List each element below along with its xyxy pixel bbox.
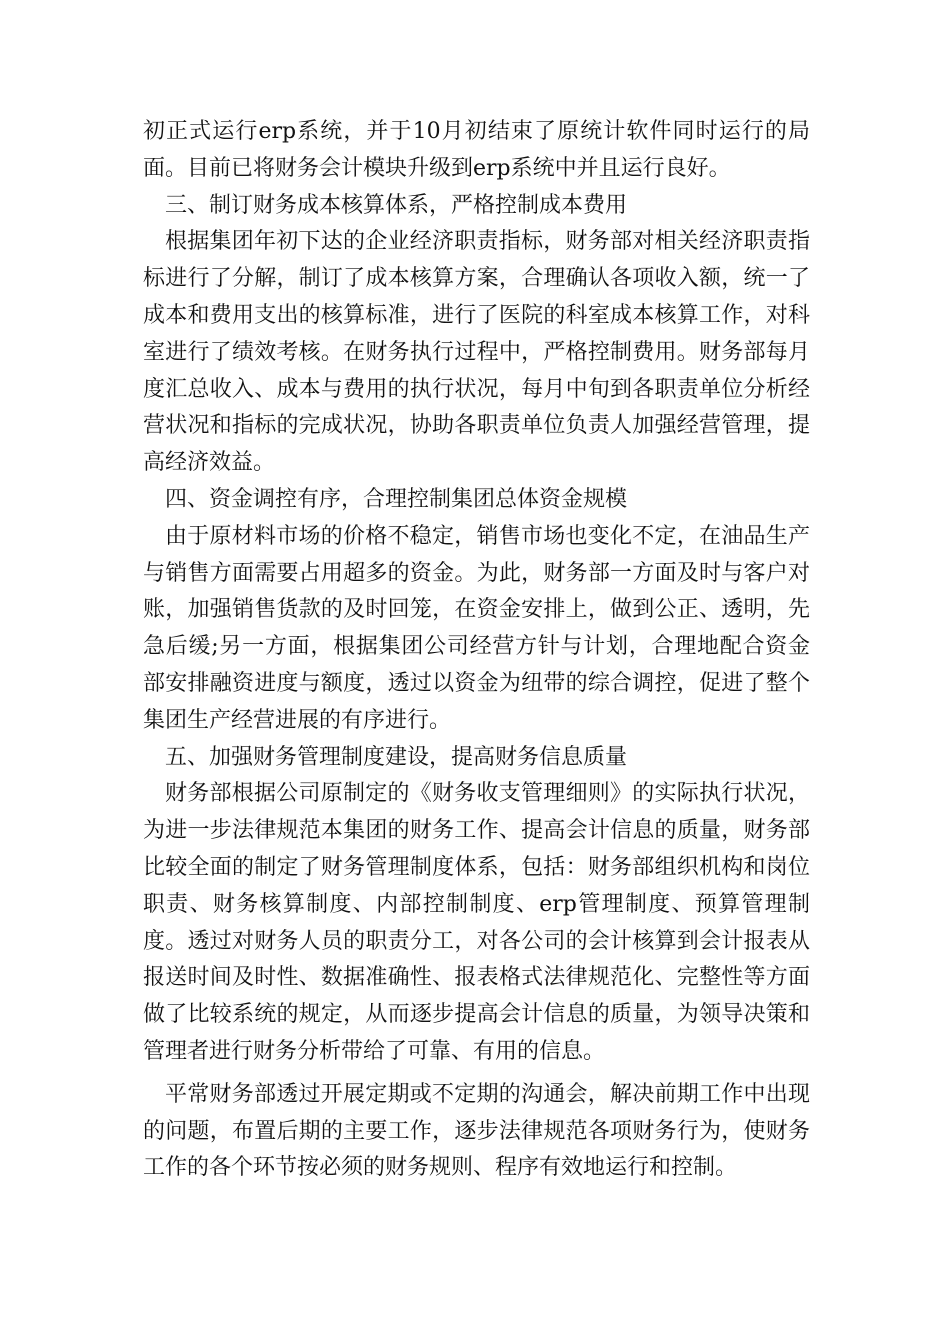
section-heading-3: 三、制订财务成本核算体系，严格控制成本费用: [165, 192, 628, 218]
paragraph-funds-control: 由于原材料市场的价格不稳定，销售市场也变化不定，在油品生产与销售方面需要占用超多的资金。为此，财务部一方面及时与客户对账，加强销售货款的及时回笼，在资金安排上，做到公正、透明，先急后缓;另一方面，根据集团公司经营方针与计划，合理地配合资金部安排融资进度与额度，透过以资金为纽带的综合调控，促进了整个集团生产经营进展的有序进行。: [143, 523, 810, 733]
paragraph-management-system: 财务部根据公司原制定的《财务收支管理细则》的实际执行状况，为进一步法律规范本集团的财务工作、提高会计信息的质量，财务部比较全面的制定了财务管理制度体系，包括：财务部组织机构和岗位职责、财务核算制度、内部控制制度、erp管理制度、预算管理制度。透过对财务人员的职责分工，对各公司的会计核算到会计报表从报送时间及时性、数据准确性、报表格式法律规范化、完整性等方面做了比较系统的规定，从而逐步提高会计信息的质量，为领导决策和管理者进行财务分析带给了可靠、有用的信息。: [143, 781, 810, 1064]
document-body: [143, 114, 810, 1187]
paragraph-communication-meetings: 平常财务部透过开展定期或不定期的沟通会，解决前期工作中出现的问题，布置后期的主要工作，逐步法律规范各项财务行为，使财务工作的各个环节按必须的财务规则、程序有效地运行和控制。: [143, 1081, 810, 1181]
section-heading-5: 五、加强财务管理制度建设，提高财务信息质量: [165, 744, 628, 770]
paragraph-erp-intro: 初正式运行erp系统，并于10月初结束了原统计软件同时运行的局面。目前已将财务会计模块升级到erp系统中并且运行良好。: [143, 119, 810, 181]
section-heading-4: 四、资金调控有序，合理控制集团总体资金规模: [165, 486, 628, 512]
paragraph-cost-accounting: 根据集团年初下达的企业经济职责指标，财务部对相关经济职责指标进行了分解，制订了成本核算方案，合理确认各项收入额，统一了成本和费用支出的核算标准，进行了医院的科室成本核算工作，对科室进行了绩效考核。在财务执行过程中，严格控制费用。财务部每月度汇总收入、成本与费用的执行状况，每月中旬到各职责单位分析经营状况和指标的完成状况，协助各职责单位负责人加强经营管理，提高经济效益。: [143, 229, 810, 476]
